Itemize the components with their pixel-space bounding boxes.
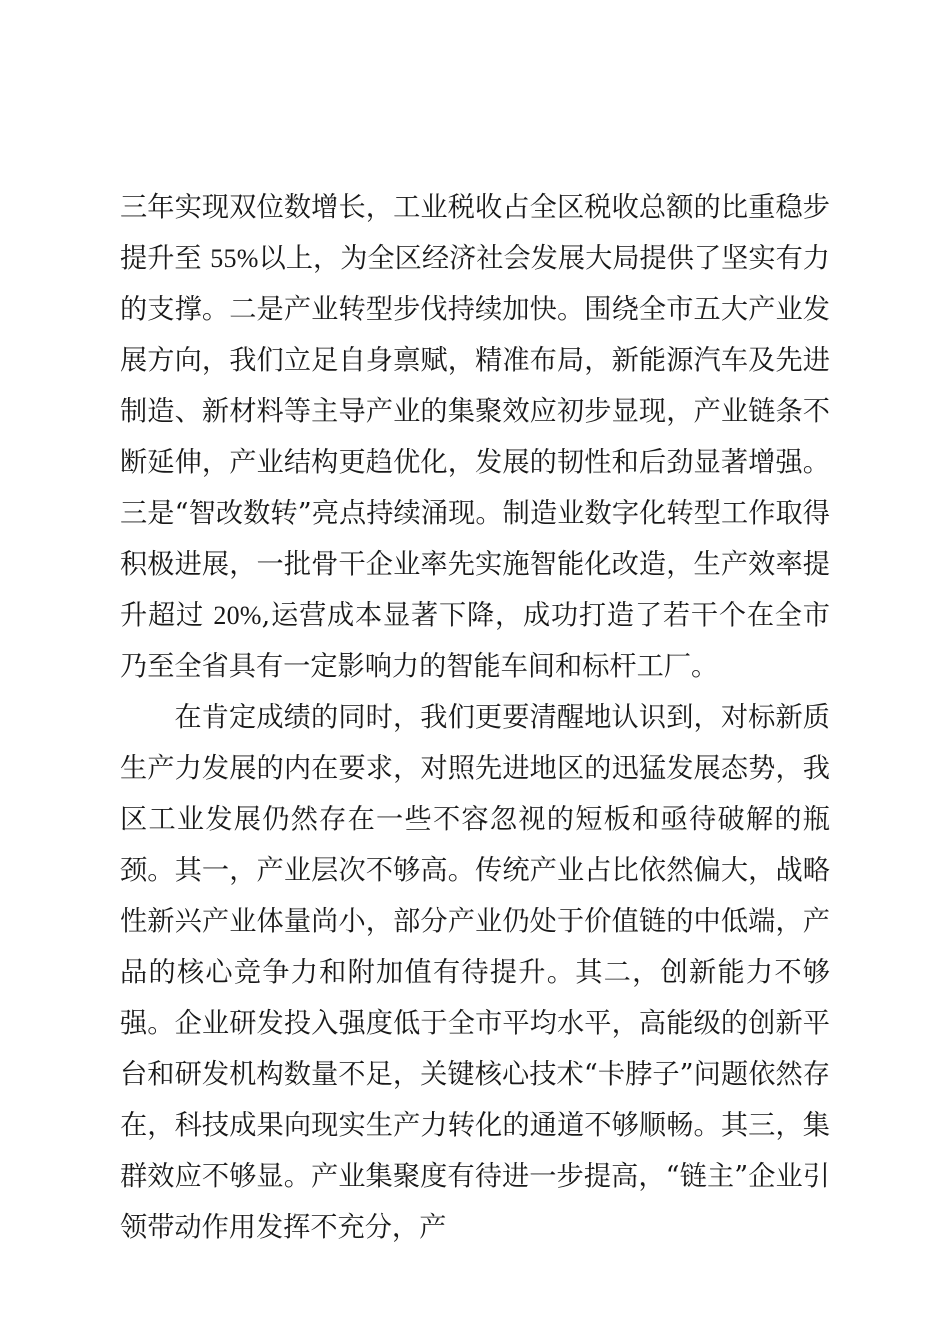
inline-figure: 20% bbox=[213, 601, 262, 630]
document-text-body bbox=[120, 182, 830, 1253]
paragraph-2 bbox=[120, 692, 830, 1253]
inline-figure: 55% bbox=[210, 244, 259, 273]
paragraph-2-text: 在肯定成绩的同时，我们更要清醒地认识到，对标新质生产力发展的内在要求，对照先进地区的迅猛发展态势，我区工业发展仍然存在一些不容忽视的短板和亟待破解的瓶颈。其一，产业层次不够高。传统产业占比依然偏大，战略性新兴产业体量尚小，部分产业仍处于价值链的中低端，产品的核心竞争力和附加值有待提升。其二，创新能力不够强。企业研发投入强度低于全市平均水平，高能级的创新平台和研发机构数量不足，关键核心技术“卡脖子”问题依然存在，科技成果向现实生产力转化的通道不够顺畅。其三，集群效应不够显。产业集聚度有待进一步提高，“链主”企业引领带动作用发挥不充分，产 bbox=[120, 702, 830, 1243]
paragraph-1 bbox=[120, 182, 830, 692]
paragraph-1-text: 三年实现双位数增长，工业税收占全区税收总额的比重稳步提升至 55%以上，为全区经济社会发展大局提供了坚实有力的支撑。二是产业转型步伐持续加快。围绕全市五大产业发展方向，我们立足自身禀赋，精准布局，新能源汽车及先进制造、新材料等主导产业的集聚效应初步显现，产业链条不断延伸，产业结构更趋优化，发展的韧性和后劲显著增强。三是“智改数转”亮点持续涌现。制造业数字化转型工作取得积极进展，一批骨干企业率先实施智能化改造，生产效率提升超过 20%,运营成本显著下降，成功打造了若干个在全市乃至全省具有一定影响力的智能车间和标杆工厂。 bbox=[120, 192, 830, 682]
